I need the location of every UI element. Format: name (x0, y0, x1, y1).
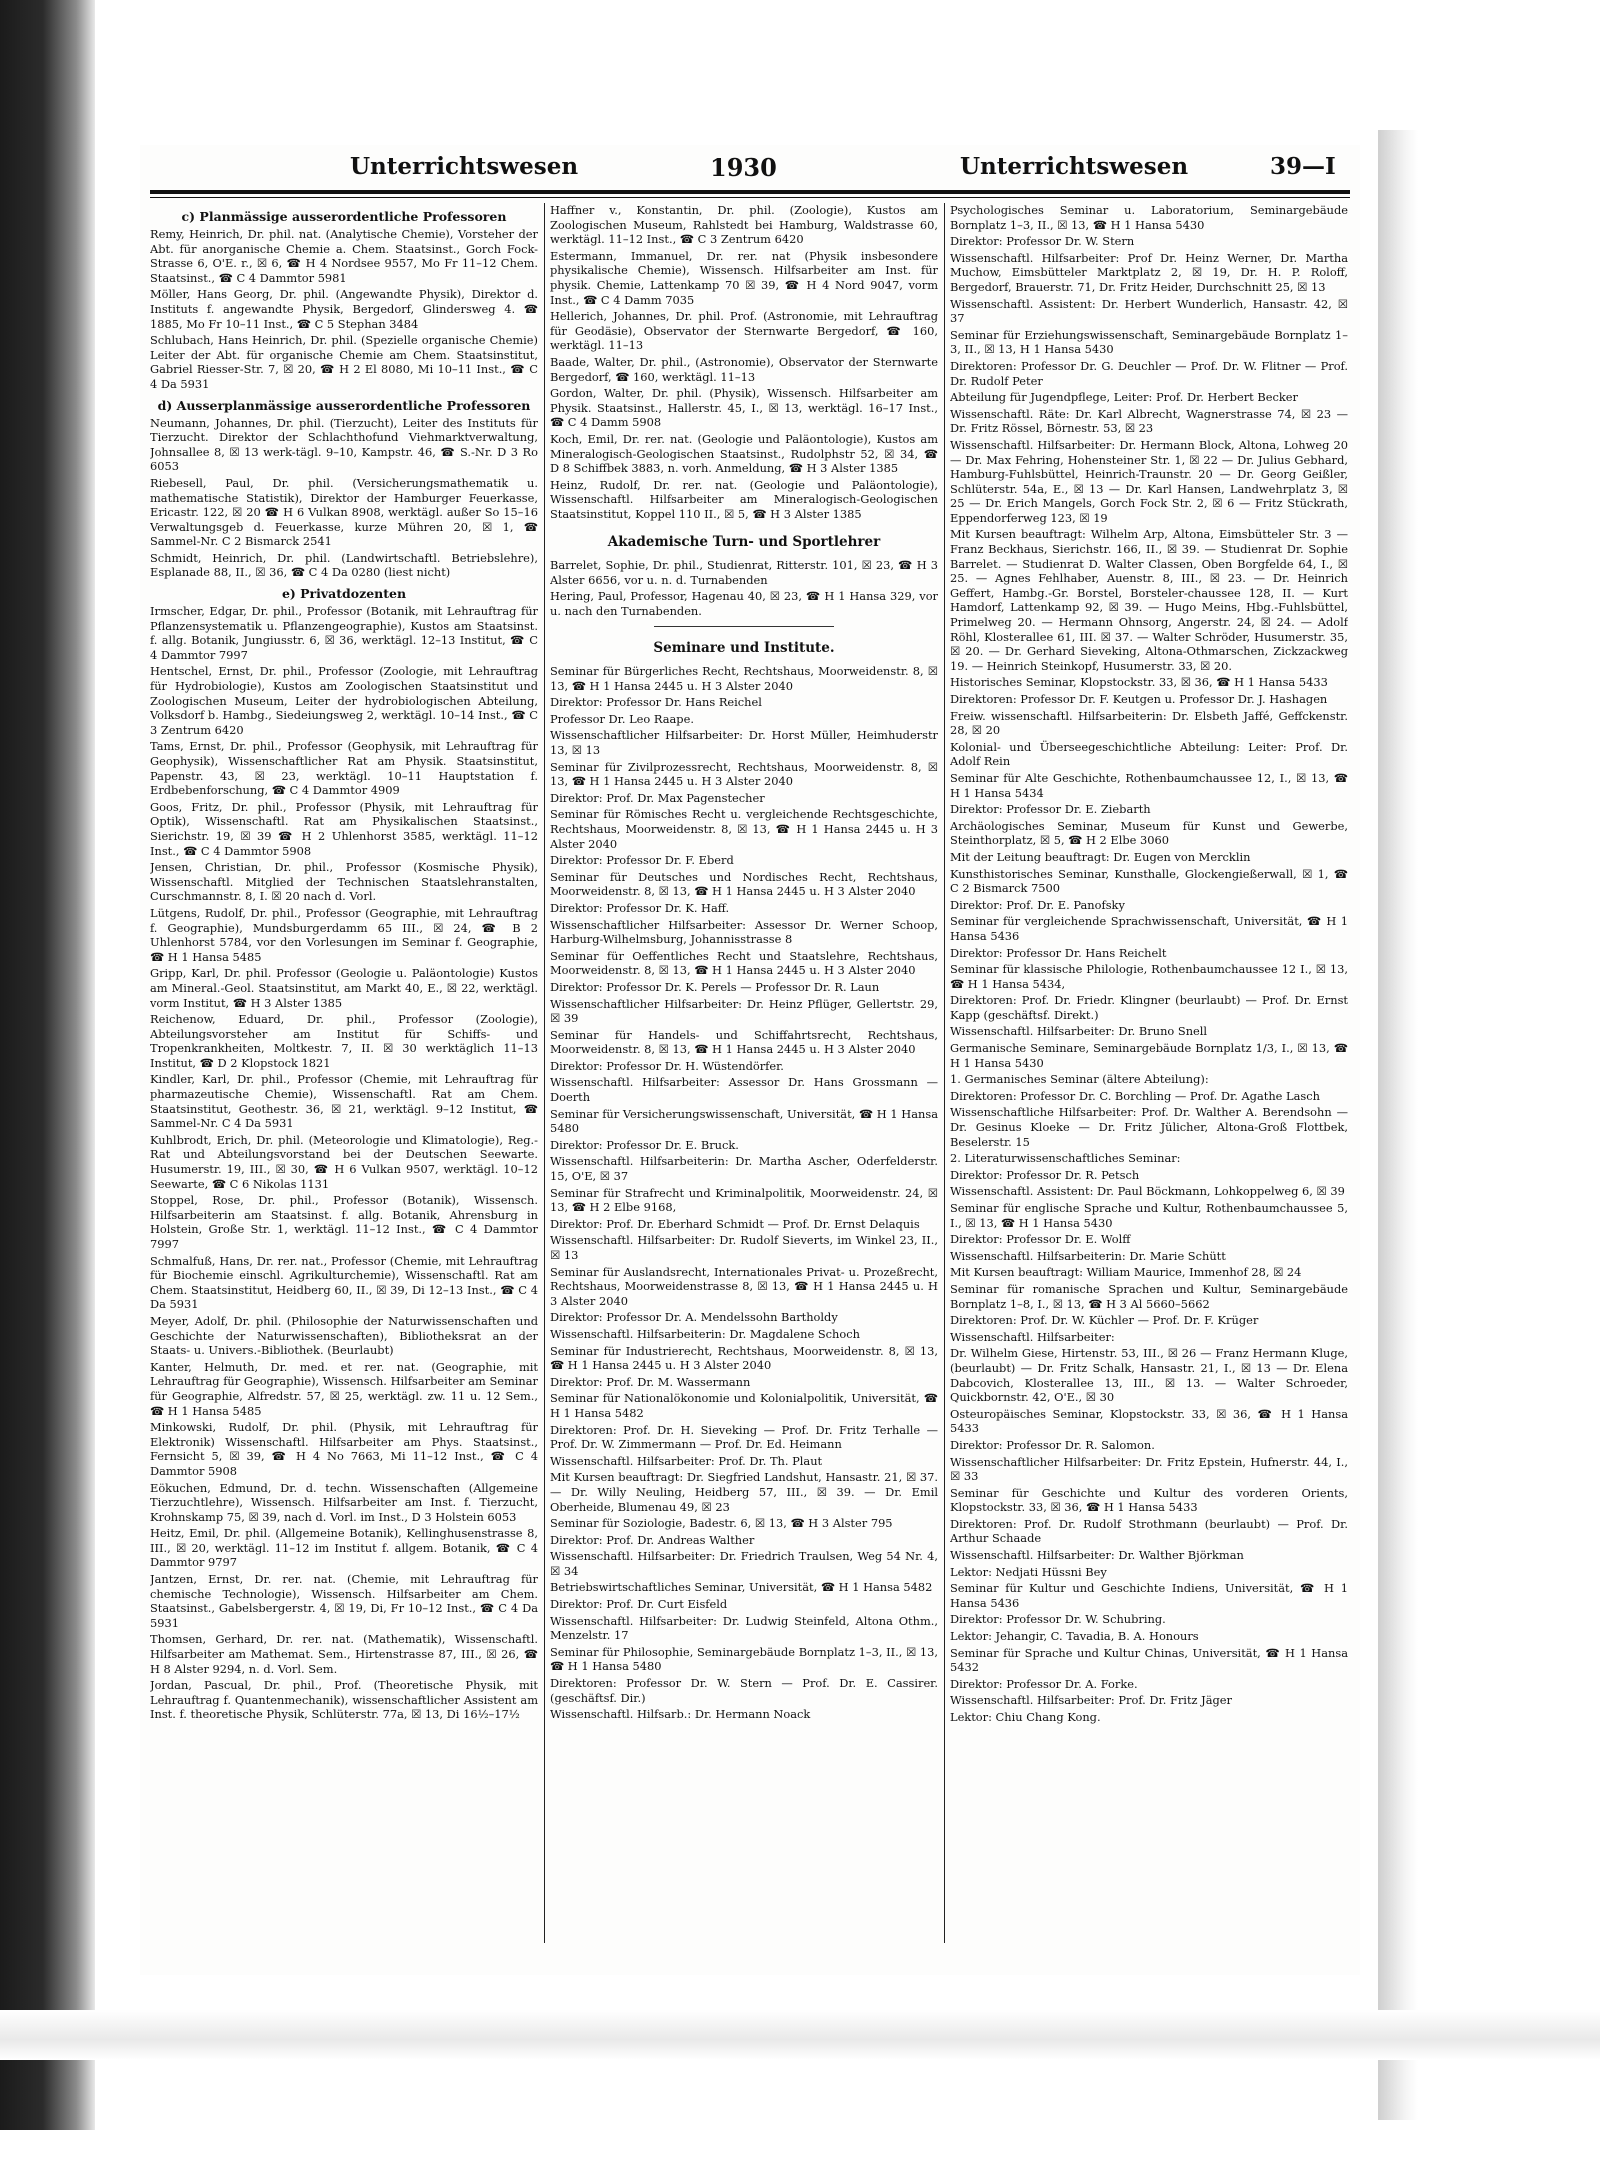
header-year: 1930 (710, 153, 777, 182)
directory-entry: Schmidt, Heinrich, Dr. phil. (Landwirtschaftl. Betriebslehre), Esplanade 88, II., ☒ 36, ☎ C 4 Da 0280 (liest nicht) (150, 550, 538, 580)
header-left-title: Unterrichtswesen (350, 153, 579, 180)
directory-entry: Kindler, Karl, Dr. phil., Professor (Chemie, mit Lehrauftrag für pharmazeutische Chemie), Wissenschaftl. Rat am Chem. Staatsinstitut, Geothestr. 36, ☒ 21, werktägl. 9–12 Institut, ☎ Sammel-Nr. C 4 Da 5931 (150, 1072, 538, 1131)
directory-entry: Psychologisches Seminar u. Laboratorium, Seminargebäude Bornplatz 1–3, II., ☒ 13, ☎ H 1 Hansa 5430 (950, 203, 1348, 232)
page-number: 39—I (1270, 153, 1336, 180)
directory-entry: Seminar für Römisches Recht u. vergleichende Rechtsgeschichte, Rechtshaus, Moorweidenstr. 8, ☒ 13, ☎ H 1 Hansa 2445 u. H 3 Alster 2040 (550, 807, 938, 851)
directory-entry: Direktor: Professor Dr. A. Mendelssohn Bartholdy (550, 1310, 838, 1325)
directory-entry: Direktoren: Prof. Dr. H. Sieveking — Prof. Dr. Fritz Terhalle — Prof. Dr. W. Zimmermann — Prof. Dr. Ed. Heimann (550, 1422, 938, 1452)
directory-entry: Wissenschaftl. Hilfsarbeiter: Assessor Dr. Hans Grossmann — Doerth (550, 1075, 938, 1105)
directory-entry: Archäologisches Seminar, Museum für Kunst und Gewerbe, Steinthorplatz, ☒ 5, ☎ H 2 Elbe 3060 (950, 818, 1348, 848)
directory-entry: Mit der Leitung beauftragt: Dr. Eugen von Mercklin (950, 849, 1251, 864)
directory-entry: Direktor: Prof. Dr. M. Wassermann (550, 1374, 751, 1389)
directory-entry: Direktoren: Professor Dr. W. Stern — Prof. Dr. E. Cassirer. (geschäftsf. Dir.) (550, 1676, 938, 1705)
directory-entry: Direktor: Professor Dr. H. Wüstendörfer. (550, 1058, 784, 1073)
directory-entry: Lektor: Jehangir, C. Tavadia, B. A. Honours (950, 1629, 1199, 1644)
section-divider (654, 626, 834, 627)
directory-entry: Wissenschaftl. Hilfsarbeiter: Dr. Ludwig Steinfeld, Altona Othm., Menzelstr. 17 (550, 1613, 938, 1643)
directory-entry: Seminar für Handels- und Schiffahrtsrecht, Rechtshaus, Moorweidenstr. 8, ☒ 13, ☎ H 1 Hansa 2445 u. H 3 Alster 2040 (550, 1027, 938, 1057)
directory-entry: Lektor: Chiu Chang Kong. (950, 1710, 1101, 1724)
directory-entry: Riebesell, Paul, Dr. phil. (Versicherungsmathematik u. mathematische Statistik), Direktor der Hamburger Feuerkasse, Ericastr. 122, ☒ 20 ☎ H 6 Vulkan 8908, werktägl. außer So 15–16 Verwaltungsgeb d. Feuerkasse, kurze Mühren 20, ☒ 1, ☎ Sammel-Nr. C 2 Bismarck 2541 (150, 475, 538, 549)
directory-entry: Direktoren: Prof. Dr. Rudolf Strothmann (beurlaubt) — Prof. Dr. Arthur Schaade (950, 1516, 1348, 1546)
directory-entry: Freiw. wissenschaftl. Hilfsarbeiterin: Dr. Elsbeth Jaffé, Geffckenstr. 28, ☒ 20 (950, 708, 1348, 738)
directory-entry: Direktor: Professor Dr. E. Ziebarth (950, 802, 1151, 817)
directory-entry: Kuhlbrodt, Erich, Dr. phil. (Meteorologie und Klimatologie), Reg.-Rat und Abteilungsvorstand bei der Deutschen Seewarte. Husumerstr. 19, III., ☒ 30, ☎ H 6 Vulkan 9507, werktägl. 10–12 Seewarte, ☎ C 6 Nikolas 1131 (150, 1132, 538, 1191)
directory-entry: Direktor: Professor Dr. R. Petsch (950, 1167, 1140, 1182)
document-page (140, 145, 1360, 1975)
directory-entry: Seminar für Sprache und Kultur Chinas, Universität, ☎ H 1 Hansa 5432 (950, 1645, 1348, 1675)
column-divider (544, 203, 545, 1943)
directory-entry: Mit Kursen beauftragt: Wilhelm Arp, Altona, Eimsbütteler Str. 3 — Franz Beckhaus, Sierichstr. 166, II., ☒ 39. — Studienrat Dr. Sophie Barrelet. — Studienrat D. Walter Classen, Oben Borgfelde 64, I., ☒ 25. — Agnes Fehlhaber, Auenstr. 8, III., ☒ 23. — Dr. Heinrich Geffert, Hambg.-Gr. Borstel, Borsteler-chaussee 128, II. — Kurt Hamdorf, Lattenkamp 92, ☒ 39. — Hugo Meins, Hbg.-Fuhlsbüttel, Primelweg 20. — Hermann Ohnsorg, Angerstr. 24, ☒ 24. — Adolf Röhl, Klosterallee 61, III. ☒ 37. — Walter Schröder, Husumerstr. 35, ☒ 20. — Dr. Gerhard Sieveking, Altona-Othmarschen, Zickzackweg 19. — Heinrich Steinkopf, Husumerstr. 33, ☒ 20. (950, 527, 1348, 673)
directory-entry: Wissenschaftlicher Hilfsarbeiter: Dr. Heinz Pflüger, Gellertstr. 29, ☒ 39 (550, 996, 938, 1026)
directory-entry: Stoppel, Rose, Dr. phil., Professor (Botanik), Wissensch. Hilfsarbeiterin am Staatsinst. f. allg. Botanik, Ahrensburg in Holstein, Große Str. 1, werktägl. 11–12 Inst., ☎ C 4 Dammtor 7997 (150, 1193, 538, 1251)
directory-entry: Direktor: Professor Dr. W. Schubring. (950, 1612, 1166, 1627)
directory-entry: Direktoren: Prof. Dr. W. Küchler — Prof. Dr. F. Krüger (950, 1313, 1259, 1328)
column-right (950, 203, 1348, 1963)
directory-entry: Meyer, Adolf, Dr. phil. (Philosophie der Naturwissenschaften und Geschichte der Naturwissenschaften), Bibliotheksrat an der Staats- u. Univers.-Bibliothek. (Beurlaubt) (150, 1313, 538, 1358)
directory-entry: Direktor: Prof. Dr. Curt Eisfeld (550, 1597, 728, 1612)
section-heading: d) Ausserplanmässige ausserordentliche Professoren (157, 397, 531, 413)
directory-entry: Seminar für Kultur und Geschichte Indiens, Universität, ☎ H 1 Hansa 5436 (950, 1581, 1348, 1610)
directory-entry: Seminar für Nationalökonomie und Kolonialpolitik, Universität, ☎ H 1 Hansa 5482 (550, 1391, 938, 1420)
section-heading: Akademische Turn- und Sportlehrer (607, 534, 881, 551)
directory-entry: Seminar für romanische Sprachen und Kultur, Seminargebäude Bornplatz 1–8, I., ☒ 13, ☎ H 3 Al 5660–5662 (950, 1281, 1348, 1311)
directory-entry: Wissenschaftl. Hilfsarbeiter: Prof. Dr. Th. Plaut (550, 1453, 823, 1468)
directory-entry: Wissenschaftl. Hilfsarbeiter: Prof Dr. Heinz Werner, Dr. Martha Muchow, Eimsbütteler Marktplatz 2, ☒ 19, Dr. H. P. Roloff, Bergedorf, Brauerstr. 71, Dr. Fritz Heider, Durchschnitt 25, ☒ 13 (950, 250, 1348, 294)
directory-entry: Seminar für Geschichte und Kultur des vorderen Orients, Klopstockstr. 33, ☒ 36, ☎ H 1 Hansa 5433 (950, 1485, 1348, 1515)
column-middle (550, 203, 938, 1963)
directory-entry: Jordan, Pascual, Dr. phil., Prof. (Theoretische Physik, mit Lehrauftrag f. Quantenmechanik), wissenschaftlicher Assistent am Inst. f. theoretische Physik, Schlüterstr. 77a, ☒ 13, Di 16½–17½ (150, 1678, 538, 1722)
directory-entry: Eökuchen, Edmund, Dr. d. techn. Wissenschaften (Allgemeine Tierzuchtlehre), Wissensch. Hilfsarbeiter am Inst. f. Tierzucht, Krohnskamp 75, ☒ 39, nach d. Vorl. im Inst., D 3 Holstein 6053 (150, 1480, 538, 1524)
header-rule-thick (150, 190, 1350, 194)
directory-entry: Neumann, Johannes, Dr. phil. (Tierzucht), Leiter des Instituts für Tierzucht. Direktor der Schlachthofund Viehmarktverwaltung, Johnsallee 8, ☒ 13 werk-tägl. 9–10, Kampstr. 46, ☎ S.-Nr. D 3 Ro 6053 (150, 415, 538, 474)
directory-entry: Goos, Fritz, Dr. phil., Professor (Physik, mit Lehrauftrag für Optik), Wissenschaftl. Rat am Physikalischen Staatsinst., Sierichstr. 19, ☒ 39 ☎ H 2 Uhlenhorst 3585, werktägl. 11–12 Inst., ☎ C 4 Dammtor 5908 (150, 799, 538, 858)
directory-entry: Wissenschaftl. Assistent: Dr. Herbert Wunderlich, Hansastr. 42, ☒ 37 (950, 296, 1348, 326)
directory-entry: Kolonial- und Überseegeschichtliche Abteilung: Leiter: Prof. Dr. Adolf Rein (950, 739, 1348, 769)
directory-entry: Haffner v., Konstantin, Dr. phil. (Zoologie), Kustos am Zoologischen Museum, Rahlstedt bei Hamburg, Waldstrasse 60, werktägl. 11–12 Inst., ☎ C 3 Zentrum 6420 (550, 203, 938, 247)
header-right-title: Unterrichtswesen (960, 153, 1189, 180)
directory-entry: Irmscher, Edgar, Dr. phil., Professor (Botanik, mit Lehrauftrag für Pflanzensystematik u. Pflanzengeographie), Kustos am Staatsinst. f. allg. Botanik, Jungiusstr. 6, ☒ 36, werktägl. 12–13 Institut, ☎ C 4 Dammtor 7997 (150, 604, 538, 662)
section-heading: Seminare und Institute. (653, 640, 835, 657)
directory-entry: Wissenschaftl. Hilfsarbeiter: (950, 1329, 1115, 1344)
directory-entry: Seminar für Zivilprozessrecht, Rechtshaus, Moorweidenstr. 8, ☒ 13, ☎ H 1 Hansa 2445 u. H 3 Alster 2040 (550, 759, 938, 789)
section-heading: e) Privatdozenten (281, 586, 407, 602)
column-left (150, 203, 538, 1963)
directory-entry: Lektor: Nedjati Hüssni Bey (950, 1564, 1107, 1579)
directory-entry: Estermann, Immanuel, Dr. rer. nat (Physik insbesondere physikalische Chemie), Wissensch. Hilfsarbeiter am Inst. für physik. Chemie, Lattenkamp 70 ☒ 39, ☎ H 4 Nord 9047, vorm Inst., ☎ C 4 Damm 7035 (550, 248, 938, 307)
directory-entry: Direktoren: Professor Dr. C. Borchling — Prof. Dr. Agathe Lasch (950, 1088, 1320, 1103)
directory-entry: Germanische Seminare, Seminargebäude Bornplatz 1/3, I., ☒ 13, ☎ H 1 Hansa 5430 (950, 1041, 1348, 1070)
directory-entry: Koch, Emil, Dr. rer. nat. (Geologie und Paläontologie), Kustos am Mineralogisch-Geologischen Staatsinst., Rudolphstr 52, ☒ 34, ☎ D 8 Schiffbek 3883, n. vorh. Anmeldung, ☎ H 3 Alster 1385 (550, 431, 938, 476)
directory-entry: Direktor: Professor Dr. F. Eberd (550, 853, 734, 868)
directory-entry: Direktor: Professor Dr. Hans Reichel (550, 695, 762, 710)
directory-entry: Wissenschaftl. Räte: Dr. Karl Albrecht, Wagnerstrasse 74, ☒ 23 — Dr. Fritz Rössel, Börnestr. 53, ☒ 23 (950, 406, 1348, 436)
directory-entry: Remy, Heinrich, Dr. phil. nat. (Analytische Chemie), Vorsteher der Abt. für anorganische Chemie a. Chem. Staatsinst., Gorch Fock-Strasse 6, O'E. r., ☒ 6, ☎ H 4 Nordsee 9557, Mo Fr 11–12 Chem. Staatsinst., ☎ C 4 Dammtor 5981 (150, 227, 538, 285)
directory-entry: Kunsthistorisches Seminar, Kunsthalle, Glockengießerwall, ☒ 1, ☎ C 2 Bismarck 7500 (950, 866, 1348, 896)
scan-bottom-edge (0, 2010, 1600, 2060)
directory-entry: Direktoren: Professor Dr. G. Deuchler — Prof. Dr. W. Flitner — Prof. Dr. Rudolf Peter (950, 358, 1348, 388)
column-divider (944, 203, 945, 1943)
directory-entry: Schlubach, Hans Heinrich, Dr. phil. (Spezielle organische Chemie) Leiter der Abt. für organische Chemie am Chem. Staatsinstitut, Gabriel Riesser-Str. 7, ☒ 20, ☎ H 2 El 8080, Mi 10–11 Inst., ☎ C 4 Da 5931 (150, 333, 538, 391)
scan-page-edge (1378, 130, 1418, 2120)
directory-entry: Abteilung für Jugendpflege, Leiter: Prof. Dr. Herbert Becker (950, 390, 1298, 405)
directory-entry: Baade, Walter, Dr. phil., (Astronomie), Observator der Sternwarte Bergedorf, ☎ 160, werktägl. 11–13 (550, 354, 938, 384)
directory-entry: Seminar für Auslandsrecht, Internationales Privat- u. Prozeßrecht, Rechtshaus, Moorweidenstrasse 8, ☒ 13, ☎ H 1 Hansa 2445 u. H 3 Alster 2040 (550, 1264, 938, 1308)
directory-entry: Seminar für Bürgerliches Recht, Rechtshaus, Moorweidenstr. 8, ☒ 13, ☎ H 1 Hansa 2445 u. H 3 Alster 2040 (550, 664, 938, 693)
directory-entry: Wissenschaftl. Hilfsarbeiter: Dr. Friedrich Traulsen, Weg 54 Nr. 4, ☒ 34 (550, 1549, 938, 1578)
directory-entry: Dr. Wilhelm Giese, Hirtenstr. 53, III., ☒ 26 — Franz Hermann Kluge, (beurlaubt) — Dr. Fritz Schalk, Hansastr. 21, I., ☒ 13 — Dr. Elena Dabcovich, Klosterallee 13, III., ☒ 13. — Walter Schroeder, Quickbornstr. 42, O'E., ☒ 30 (950, 1346, 1348, 1405)
directory-entry: Mit Kursen beauftragt: Dr. Siegfried Landshut, Hansastr. 21, ☒ 37. — Dr. Willy Neuling, Heidberg 57, III., ☒ 39. — Dr. Emil Oberheide, Blumenau 49, ☒ 23 (550, 1470, 938, 1514)
directory-entry: Direktor: Prof. Dr. Andreas Walther (550, 1532, 755, 1547)
directory-entry: Wissenschaftlicher Hilfsarbeiter: Assessor Dr. Werner Schoop, Harburg-Wilhelmsburg, Johannisstrasse 8 (550, 917, 938, 947)
directory-entry: Direktor: Prof. Dr. Max Pagenstecher (550, 790, 765, 805)
directory-entry: Hentschel, Ernst, Dr. phil., Professor (Zoologie, mit Lehrauftrag für Hydrobiologie), Kustos am Zoologischen Staatsinstitut und Zoologischen Museum, Leiter der hydrobiologischen Abteilung, Volksdorf b. Hambg., Siedeiungsweg 2, werktägl. 10–14 Inst., ☎ C 3 Zentrum 6420 (150, 664, 538, 737)
directory-entry: Seminar für klassische Philologie, Rothenbaumchaussee 12 I., ☒ 13, ☎ H 1 Hansa 5434, (950, 962, 1348, 991)
directory-entry: Historisches Seminar, Klopstockstr. 33, ☒ 36, ☎ H 1 Hansa 5433 (950, 675, 1328, 690)
directory-entry: Seminar für Soziologie, Badestr. 6, ☒ 13, ☎ H 3 Alster 795 (550, 1516, 893, 1531)
directory-entry: Direktor: Prof. Dr. E. Panofsky (950, 897, 1125, 912)
directory-entry: Seminar für Alte Geschichte, Rothenbaumchaussee 12, I., ☒ 13, ☎ H 1 Hansa 5434 (950, 770, 1348, 800)
directory-entry: Osteuropäisches Seminar, Klopstockstr. 33, ☒ 36, ☎ H 1 Hansa 5433 (950, 1406, 1348, 1436)
directory-entry: Schmalfuß, Hans, Dr. rer. nat., Professor (Chemie, mit Lehrauftrag für Biochemie einschl. Agrikulturchemie), Wissenschaftl. Rat am Chem. Staatsinstitut, Heidberg 60, II., ☒ 39, Di 12–13 Inst., ☎ C 4 Da 5931 (150, 1253, 538, 1312)
header-rule-thin (150, 197, 1350, 198)
directory-entry: Wissenschaftl. Hilfsarbeiterin: Dr. Martha Ascher, Oderfelderstr. 15, O'E, ☒ 37 (550, 1154, 938, 1184)
directory-entry: 2. Literaturwissenschaftliches Seminar: (950, 1151, 1181, 1166)
directory-entry: Minkowski, Rudolf, Dr. phil. (Physik, mit Lehrauftrag für Elektronik) Wissenschaftl. Hilfsarbeiter am Phys. Staatsinst., Fernsicht 5, ☒ 39, ☎ H 4 No 7663, Mi 11–12 Inst., ☎ C 4 Dammtor 5908 (150, 1420, 538, 1478)
directory-entry: Gordon, Walter, Dr. phil. (Physik), Wissensch. Hilfsarbeiter am Physik. Staatsinst., Hallerstr. 45, I., ☒ 13, werktägl. 16–17 Inst., ☎ C 4 Damm 5908 (550, 386, 938, 430)
directory-entry: Seminar für Industrierecht, Rechtshaus, Moorweidenstr. 8, ☒ 13, ☎ H 1 Hansa 2445 u. H 3 Alster 2040 (550, 1343, 938, 1373)
directory-entry: Lütgens, Rudolf, Dr. phil., Professor (Geographie, mit Lehrauftrag f. Geographie), Mundsburgerdamm 65 III., ☒ 24, ☎ B 2 Uhlenhorst 5784, vor den Vorlesungen im Seminar f. Geographie, ☎ H 1 Hansa 5485 (150, 905, 538, 964)
directory-entry: Heitz, Emil, Dr. phil. (Allgemeine Botanik), Kellinghusenstrasse 8, III., ☒ 20, werktägl. 11–12 im Institut f. allgem. Botanik, ☎ C 4 Dammtor 9797 (150, 1526, 538, 1570)
directory-entry: Hellerich, Johannes, Dr. phil. Prof. (Astronomie, mit Lehrauftrag für Geodäsie), Observator der Sternwarte Bergedorf, ☎ 160, werktägl. 11–13 (550, 309, 938, 353)
directory-entry: Wissenschaftl. Hilfsarbeiter: Dr. Hermann Block, Altona, Lohweg 20 — Dr. Max Fehring, Hohensteiner Str. 1, ☒ 22 — Dr. Julius Gebhard, Hamburg-Fuhlsbüttel, Heinrich-Traunstr. 20 — Dr. Georg Geißler, Schlüterstr. 54a, E., ☒ 13 — Dr. Karl Hansen, Landwehrplatz 3, ☒ 25 — Dr. Erich Mangels, Gorch Fock Str. 2, ☒ 6 — Fritz Stückrath, Eppendorferweg 123, ☒ 19 (950, 437, 1348, 525)
directory-entry: Wissenschaftliche Hilfsarbeiter: Prof. Dr. Walther A. Berendsohn — Dr. Gesinus Kloeke — Dr. Fritz Jülicher, Altona-Groß Flottbek, Beselerstr. 15 (950, 1105, 1348, 1149)
directory-entry: Direktoren: Prof. Dr. Friedr. Klingner (beurlaubt) — Prof. Dr. Ernst Kapp (geschäftsf. Direkt.) (950, 993, 1348, 1022)
directory-entry: Tams, Ernst, Dr. phil., Professor (Geophysik, mit Lehrauftrag für Geophysik), Wissenschaftlicher Rat am Physik. Staatsinstitut, Papenstr. 43, ☒ 23, werktägl. 10–11 Hauptstation f. Erdbebenforschung, ☎ C 4 Dammtor 4909 (150, 739, 538, 798)
directory-entry: Betriebswirtschaftliches Seminar, Universität, ☎ H 1 Hansa 5482 (550, 1580, 933, 1595)
directory-entry: Seminar für Deutsches und Nordisches Recht, Rechtshaus, Moorweidenstr. 8, ☒ 13, ☎ H 1 Hansa 2445 u. H 3 Alster 2040 (550, 869, 938, 899)
directory-entry: Seminar für vergleichende Sprachwissenschaft, Universität, ☎ H 1 Hansa 5436 (950, 914, 1348, 943)
directory-entry: Gripp, Karl, Dr. phil. Professor (Geologie u. Paläontologie) Kustos am Mineral.-Geol. Staatsinstitut, am Markt 40, E., ☒ 22, werktägl. vorm Institut, ☎ H 3 Alster 1385 (150, 966, 538, 1010)
directory-entry: Professor Dr. Leo Raape. (550, 711, 694, 726)
directory-entry: Heinz, Rudolf, Dr. rer. nat. (Geologie und Paläontologie), Wissenschaftl. Hilfsarbeiter am Mineralogisch-Geologischen Staatsinstitut, Koppel 110 II., ☒ 5, ☎ H 3 Alster 1385 (550, 477, 938, 521)
directory-entry: Direktor: Professor Dr. K. Perels — Professor Dr. R. Laun (550, 979, 880, 994)
directory-entry: Wissenschaftlicher Hilfsarbeiter: Dr. Fritz Epstein, Hufnerstr. 44, I., ☒ 33 (950, 1454, 1348, 1484)
directory-entry: Jantzen, Ernst, Dr. rer. nat. (Chemie, mit Lehrauftrag für chemische Technologie), Wissensch. Hilfsarbeiter am Chem. Staatsinst., Gabelsbergerstr. 4, ☒ 19, Di, Fr 10–12 Inst., ☎ C 4 Da 5931 (150, 1572, 538, 1630)
directory-entry: 1. Germanisches Seminar (ältere Abteilung): (950, 1072, 1209, 1087)
directory-entry: Seminar für Erziehungswissenschaft, Seminargebäude Bornplatz 1–3, II., ☒ 13, H 1 Hansa 5430 (950, 327, 1348, 357)
directory-entry: Wissenschaftl. Assistent: Dr. Paul Böckmann, Lohkoppelweg 6, ☒ 39 (950, 1184, 1345, 1199)
directory-entry: Jensen, Christian, Dr. phil., Professor (Kosmische Physik), Wissenschaftl. Mitglied der Technischen Staatslehranstalten, Curschmannstr. 8, I. ☒ 20 nach d. Vorl. (150, 860, 538, 904)
directory-entry: Thomsen, Gerhard, Dr. rer. nat. (Mathematik), Wissenschaftl. Hilfsarbeiter am Mathemat. Sem., Hirtenstrasse 87, III., ☒ 26, ☎ H 8 Alster 9294, n. d. Vorl. Sem. (150, 1632, 538, 1676)
directory-entry: Direktoren: Professor Dr. F. Keutgen u. Professor Dr. J. Hashagen (950, 692, 1328, 706)
directory-entry: Direktor: Professor Dr. K. Haff. (550, 900, 730, 915)
directory-entry: Direktor: Professor Dr. A. Forke. (950, 1676, 1138, 1691)
directory-entry: Wissenschaftl. Hilfsarbeiterin: Dr. Magdalene Schoch (550, 1326, 860, 1341)
directory-entry: Wissenschaftl. Hilfsarb.: Dr. Hermann Noack (550, 1707, 811, 1722)
directory-entry: Reichenow, Eduard, Dr. phil., Professor (Zoologie), Abteilungsvorsteher am Institut für Schiffs- und Tropenkrankheiten, Moltkestr. 7, II. ☒ 30 werktäglich 11–13 Institut, ☎ D 2 Klopstock 1821 (150, 1012, 538, 1070)
directory-entry: Direktor: Professor Dr. E. Bruck. (550, 1137, 739, 1152)
directory-entry: Möller, Hans Georg, Dr. phil. (Angewandte Physik), Direktor d. Instituts f. angewandte Physik, Bergedorf, Glindersweg 4. ☎ 1885, Mo Fr 10–11 Inst., ☎ C 5 Stephan 3484 (150, 287, 538, 331)
directory-entry: Kanter, Helmuth, Dr. med. et rer. nat. (Geographie, mit Lehrauftrag für Geographie), Wissensch. Hilfsarbeiter am Seminar für Geographie, Alfredstr. 57, ☒ 25, werktägl. zw. 11 u. 12 Sem., ☎ H 1 Hansa 5485 (150, 1359, 538, 1418)
directory-entry: Direktor: Prof. Dr. Eberhard Schmidt — Prof. Dr. Ernst Delaquis (550, 1216, 920, 1231)
directory-entry: Mit Kursen beauftragt: William Maurice, Immenhof 28, ☒ 24 (950, 1265, 1302, 1280)
directory-entry: Wissenschaftl. Hilfsarbeiter: Prof. Dr. Fritz Jäger (950, 1693, 1232, 1708)
directory-entry: Seminar für Versicherungswissenschaft, Universität, ☎ H 1 Hansa 5480 (550, 1106, 938, 1136)
directory-entry: Seminar für Strafrecht und Kriminalpolitik, Moorweidenstr. 24, ☒ 13, ☎ H 2 Elbe 9168, (550, 1185, 938, 1215)
directory-entry: Direktor: Professor Dr. W. Stern (950, 234, 1135, 249)
directory-entry: Wissenschaftl. Hilfsarbeiter: Dr. Walther Björkman (950, 1548, 1244, 1563)
directory-entry: Wissenschaftl. Hilfsarbeiter: Dr. Bruno Snell (950, 1024, 1208, 1039)
scan-binding-shadow (0, 0, 95, 2130)
running-header (140, 145, 1360, 193)
section-heading: c) Planmässige ausserordentliche Professoren (181, 209, 507, 224)
directory-entry: Wissenschaftlicher Hilfsarbeiter: Dr. Horst Müller, Heimhuderstr 13, ☒ 13 (550, 728, 938, 757)
directory-entry: Wissenschaftl. Hilfsarbeiterin: Dr. Marie Schütt (950, 1248, 1226, 1263)
directory-entry: Barrelet, Sophie, Dr. phil., Studienrat, Ritterstr. 101, ☒ 23, ☎ H 3 Alster 6656, vor u. n. d. Turnabenden (550, 558, 938, 587)
directory-entry: Direktor: Professor Dr. Hans Reichelt (950, 945, 1167, 960)
directory-entry: Wissenschaftl. Hilfsarbeiter: Dr. Rudolf Sieverts, im Winkel 23, II., ☒ 13 (550, 1233, 938, 1262)
directory-entry: Seminar für Oeffentliches Recht und Staatslehre, Rechtshaus, Moorweidenstr. 8, ☒ 13, ☎ H 1 Hansa 2445 u. H 3 Alster 2040 (550, 948, 938, 978)
directory-entry: Seminar für englische Sprache und Kultur, Rothenbaumchaussee 5, I., ☒ 13, ☎ H 1 Hansa 5430 (950, 1201, 1348, 1230)
directory-entry: Hering, Paul, Professor, Hagenau 40, ☒ 23, ☎ H 1 Hansa 329, vor u. nach den Turnabenden. (550, 589, 938, 618)
directory-entry: Direktor: Professor Dr. R. Salomon. (950, 1437, 1155, 1452)
directory-entry: Direktor: Professor Dr. E. Wolff (950, 1232, 1131, 1247)
directory-entry: Seminar für Philosophie, Seminargebäude Bornplatz 1–3, II., ☒ 13, ☎ H 1 Hansa 5480 (550, 1644, 938, 1674)
